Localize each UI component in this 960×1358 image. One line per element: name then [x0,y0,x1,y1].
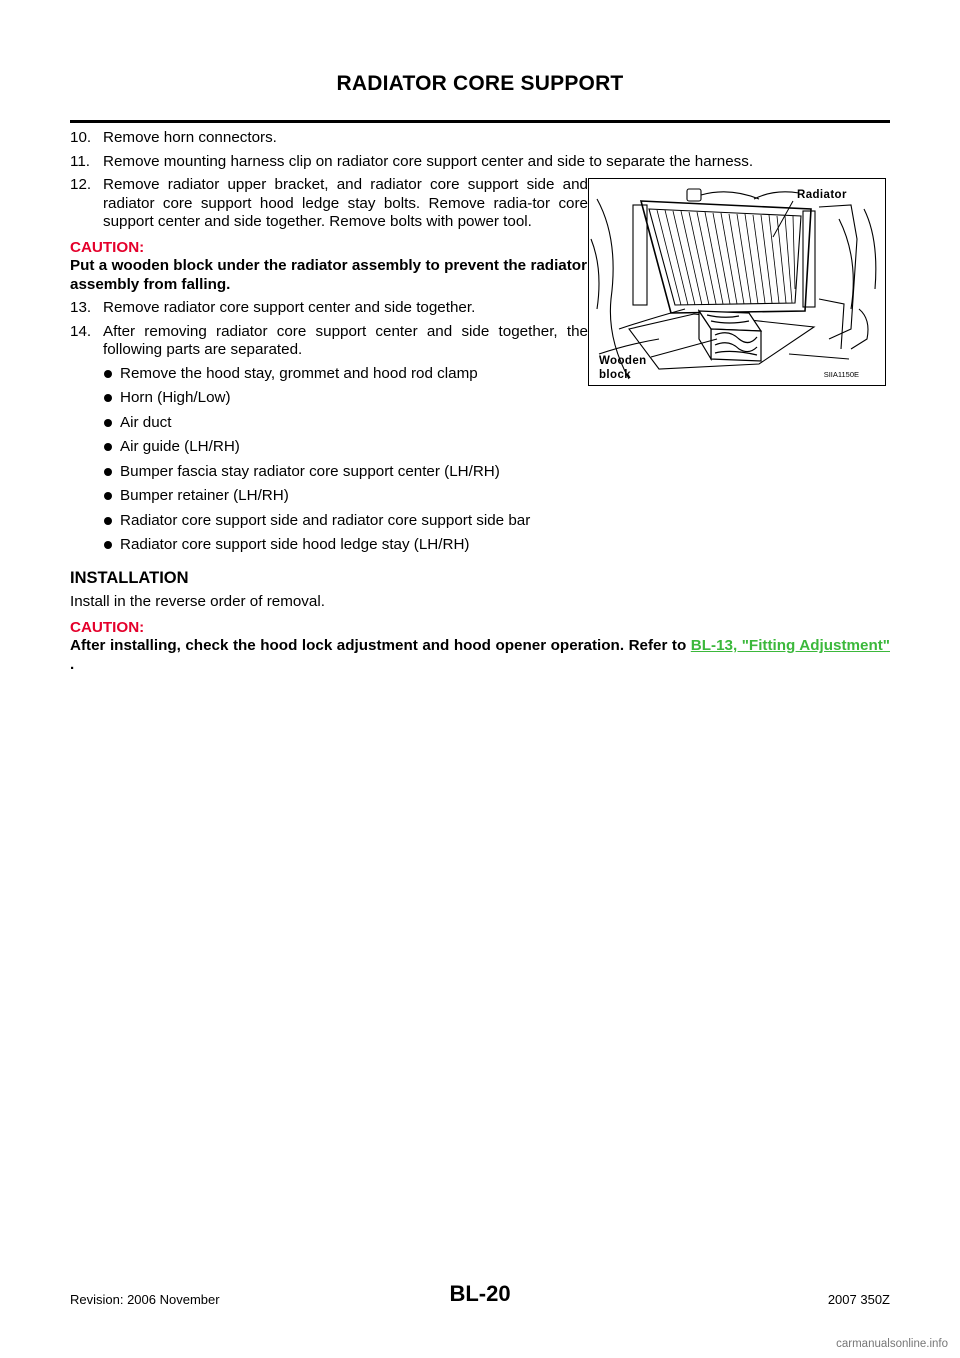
step-13 [70,299,588,318]
step-number: 11. [70,152,90,170]
page-number: BL-20 [449,1281,511,1306]
footer-revision: Revision: 2006 November [70,1292,220,1307]
step-10 [70,129,890,148]
installation-text: Install in the reverse order of removal. [70,593,325,610]
step-text: After removing radiator core support center and side together, the following parts are separated. [103,322,588,358]
step-text: Remove radiator upper bracket, and radiator core support side and radiator core support hood ledge stay bolts. Remove radia-tor core support center and side together. Remove bolts with power tool. [103,176,588,230]
list-item: Radiator core support side and radiator core support side bar [103,512,890,531]
figure-code: SIIA1150E [823,370,859,379]
radiator-illustration [588,178,886,386]
step-12 [70,176,588,232]
bullet-icon [104,370,112,378]
bullet-icon [104,419,112,427]
step-text: Remove mounting harness clip on radiator core support center and side to separate the harness. [103,152,754,170]
bullet-icon [104,443,112,451]
title-rule [70,120,890,123]
step-14 [70,323,588,360]
radiator-label: Radiator [797,189,847,201]
installation-heading: INSTALLATION [70,568,189,587]
bullet-icon [104,541,112,549]
list-item: Air duct [103,414,890,433]
separated-parts-list [70,365,890,555]
list-item: Bumper retainer (LH/RH) [103,487,890,506]
list-item: Radiator core support side hood ledge stay (LH/RH) [103,536,890,555]
list-item: Air guide (LH/RH) [103,438,890,457]
list-item: Bumper fascia stay radiator core support center (LH/RH) [103,463,890,482]
bullet-icon [104,492,112,500]
page-title: RADIATOR CORE SUPPORT [336,72,624,95]
fitting-adjustment-link[interactable]: BL-13, "Fitting Adjustment" [690,637,890,654]
caution-text: Put a wooden block under the radiator assembly to prevent the radiator assembly from falling. [70,257,587,293]
footer-model: 2007 350Z [827,1292,890,1307]
caution-label: CAUTION: [70,238,145,256]
wooden-block-label: Wooden [599,355,647,367]
step-number: 14. [70,322,92,340]
bullet-icon [104,517,112,525]
list-item: Remove the hood stay, grommet and hood rod clamp [103,365,890,384]
watermark: carmanualsonline.info [836,1338,948,1350]
step-11 [70,153,890,172]
step-number: 10. [70,129,92,146]
caution-text: After installing, check the hood lock adjustment and hood opener operation. Refer to BL-13, "Fitting Adjustment" . [70,637,890,673]
step-text: Remove horn connectors. [103,129,277,146]
caution-label: CAUTION: [70,618,145,636]
bullet-icon [104,468,112,476]
bullet-icon [104,394,112,402]
list-item: Horn (High/Low) [103,389,890,408]
step-number: 13. [70,299,92,316]
wooden-block-label-line2: block [599,369,632,381]
step-text: Remove radiator core support center and side together. [103,299,476,316]
step-number: 12. [70,176,92,193]
